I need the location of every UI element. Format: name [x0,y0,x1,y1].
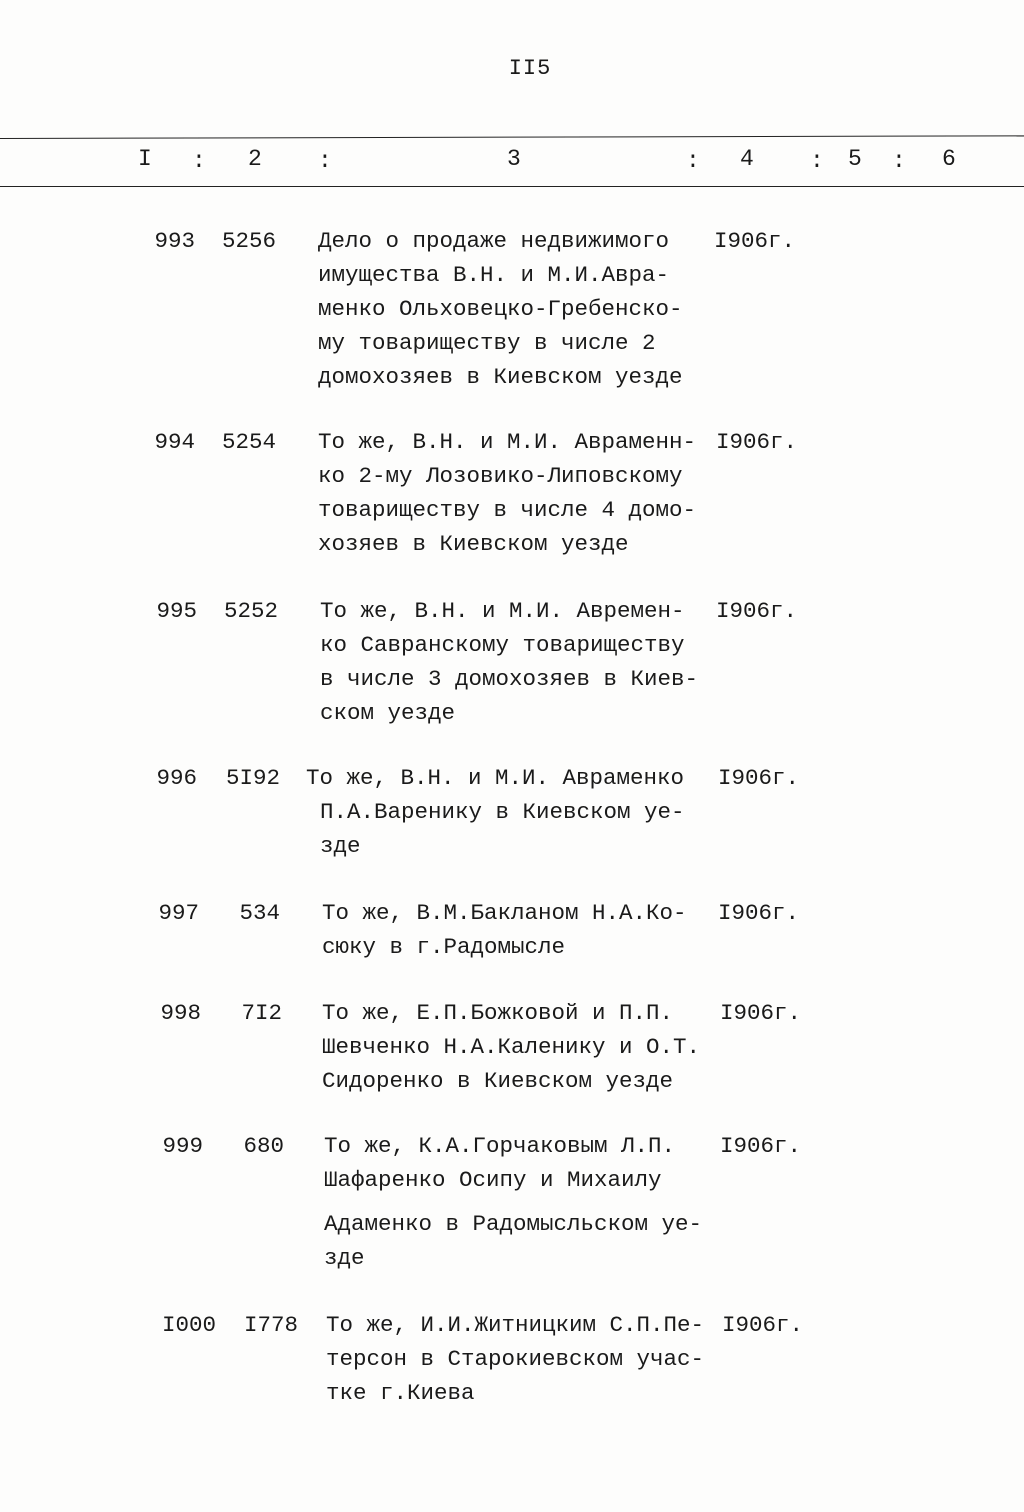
column-header-4: 4 [740,146,754,172]
record-description [306,761,706,863]
record-date: I906г. [716,598,798,624]
description-line: менко Ольховецко-Гребенско- [318,296,683,322]
record-number: 999 [162,1133,203,1159]
description-line: Адаменко в Радомысльском уе- [324,1211,703,1237]
description-line: Шевченко Н.А.Каленику и О.Т. [322,1034,701,1060]
description-line: зде [324,1245,365,1271]
case-number: 5252 [223,598,278,624]
page-number: II5 [508,56,552,81]
column-header-5: 5 [848,146,862,172]
description-line: П.А.Варенику в Киевском уе- [320,799,685,825]
column-separator: : [318,148,332,174]
record-number: I000 [161,1312,216,1338]
description-line: зде [320,833,361,859]
column-separator: : [810,148,824,174]
column-header-3: 3 [507,146,521,172]
record-date: I906г. [714,228,796,254]
record-number: 997 [158,900,199,926]
record-number: 995 [156,598,197,624]
record-description [318,224,718,394]
header-top-rule [0,135,1024,139]
record-description [318,425,718,561]
description-line: терсон в Старокиевском учас- [326,1346,705,1372]
record-number: 993 [154,228,195,254]
description-line: То же, К.А.Горчаковым Л.П. [324,1133,676,1159]
record-description [322,896,722,964]
description-line: тке г.Киева [326,1380,475,1406]
description-line: ко 2-му Лозовико-Липовскому [318,463,683,489]
description-line: в числе 3 домохозяев в Киев- [320,666,699,692]
description-line: имущества В.Н. и М.И.Авра- [318,262,670,288]
record-date: I906г. [718,900,800,926]
case-number: 534 [239,900,280,926]
description-line: ко Савранскому товариществу [320,632,685,658]
record-date: I906г. [722,1312,804,1338]
description-line: домохозяев в Киевском уезде [318,364,683,390]
column-header-6: 6 [942,146,956,172]
case-number: 7I2 [241,1000,282,1026]
case-number: 5254 [221,429,276,455]
description-line: хозяев в Киевском уезде [318,531,629,557]
record-number: 994 [154,429,195,455]
description-line: ском уезде [320,700,456,726]
record-description [322,996,722,1098]
description-line: То же, В.Н. и М.И. Авраменко [306,765,685,791]
column-header-2: 2 [248,146,262,172]
column-separator: : [686,148,700,174]
description-line: Дело о продаже недвижимого [318,228,670,254]
record-date: I906г. [720,1000,802,1026]
record-date: I906г. [716,429,798,455]
description-line: То же, В.М.Бакланом Н.А.Ко- [322,900,687,926]
description-line: му товариществу в числе 2 [318,330,656,356]
case-number: 5I92 [225,765,280,791]
record-description [324,1129,724,1275]
case-number: I778 [243,1312,298,1338]
column-separator: : [892,148,906,174]
header-bottom-rule [0,186,1024,187]
description-line: Шафаренко Осипу и Михаилу [324,1167,662,1193]
description-line: То же, Е.П.Божковой и П.П. [322,1000,674,1026]
description-line: То же, В.Н. и М.И. Авраменн- [318,429,697,455]
description-line: То же, В.Н. и М.И. Авремен- [320,598,685,624]
description-line: То же, И.И.Житницким С.П.Пе- [326,1312,705,1338]
column-separator: : [192,148,206,174]
record-description [320,594,720,730]
record-number: 998 [160,1000,201,1026]
case-number: 5256 [221,228,276,254]
record-date: I906г. [720,1133,802,1159]
column-header-1: I [138,146,152,172]
record-description [326,1308,726,1410]
description-line: сюку в г.Радомысле [322,934,566,960]
description-line: Сидоренко в Киевском уезде [322,1068,674,1094]
description-line: товариществу в числе 4 домо- [318,497,697,523]
record-date: I906г. [718,765,800,791]
case-number: 680 [243,1133,284,1159]
record-number: 996 [156,765,197,791]
